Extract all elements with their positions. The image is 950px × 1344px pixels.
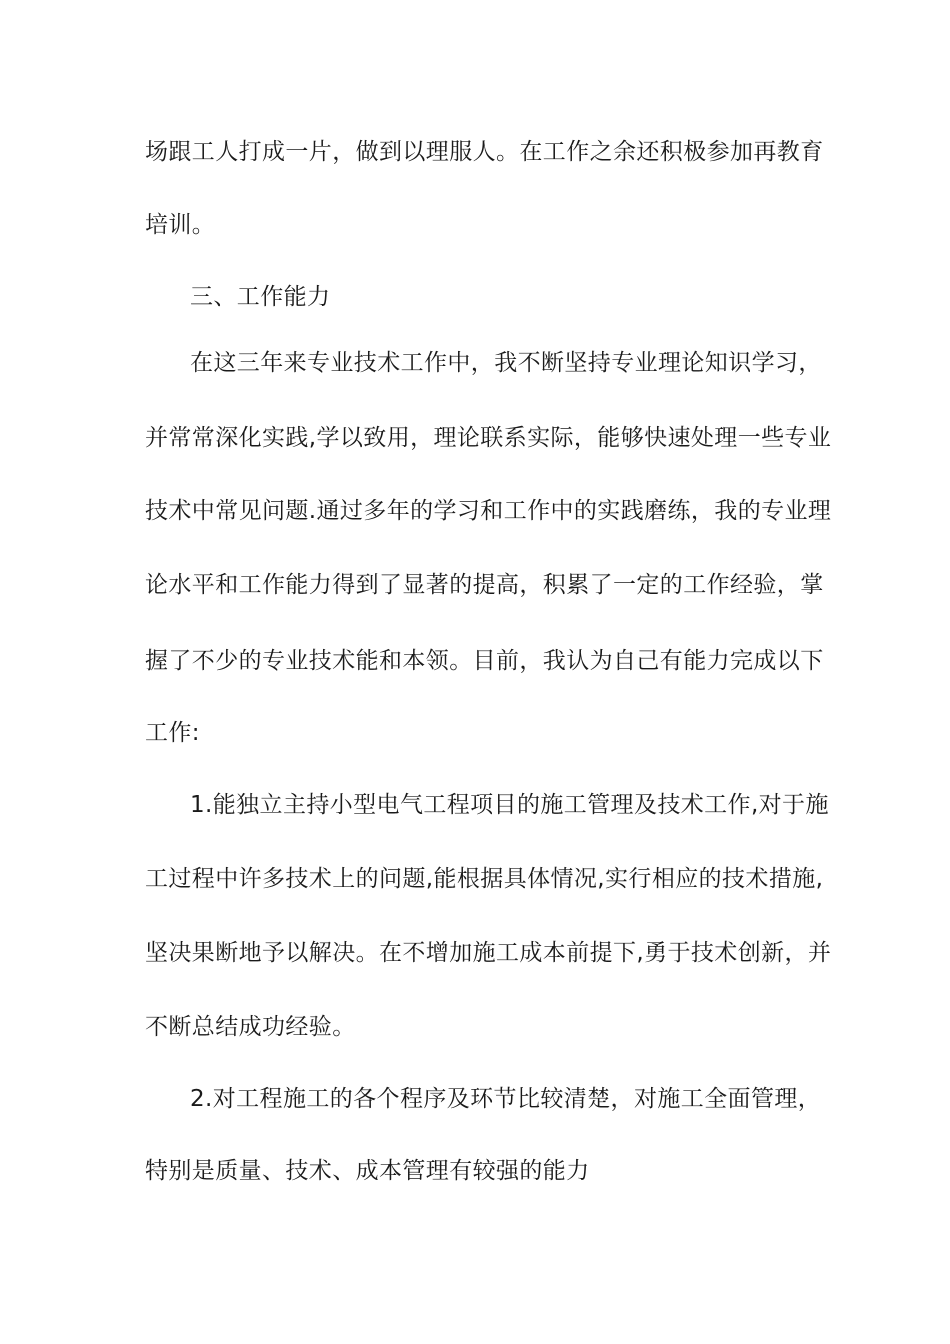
list-item-line: 特别是质量、技术、成本管理有较强的能力 [145, 1158, 590, 1184]
paragraph-line: 论水平和工作能力得到了显著的提高，积累了一定的工作经验，掌 [145, 572, 824, 598]
section-heading: 三、工作能力 [190, 284, 331, 310]
paragraph-line: 技术中常见问题.通过多年的学习和工作中的实践磨练，我的专业理 [145, 498, 832, 524]
list-item-line: 不断总结成功经验。 [145, 1014, 356, 1040]
paragraph-line: 工作: [145, 720, 200, 746]
list-item-line: 工过程中许多技术上的问题,能根据具体情况,实行相应的技术措施, [145, 866, 824, 892]
paragraph-line: 场跟工人打成一片，做到以理服人。在工作之余还积极参加再教育 [145, 139, 824, 165]
list-item-line: 2.对工程施工的各个程序及环节比较清楚，对施工全面管理， [190, 1086, 822, 1112]
list-item-line: 坚决果断地予以解决。在不增加施工成本前提下,勇于技术创新，并 [145, 940, 832, 966]
paragraph-line: 在这三年来专业技术工作中，我不断坚持专业理论知识学习， [190, 350, 822, 376]
paragraph-line: 并常常深化实践,学以致用，理论联系实际，能够快速处理一些专业 [145, 425, 832, 451]
paragraph-line: 培训。 [145, 212, 216, 238]
list-item-line: 1.能独立主持小型电气工程项目的施工管理及技术工作,对于施 [190, 792, 829, 818]
paragraph-line: 握了不少的专业技术能和本领。目前，我认为自己有能力完成以下 [145, 648, 824, 674]
